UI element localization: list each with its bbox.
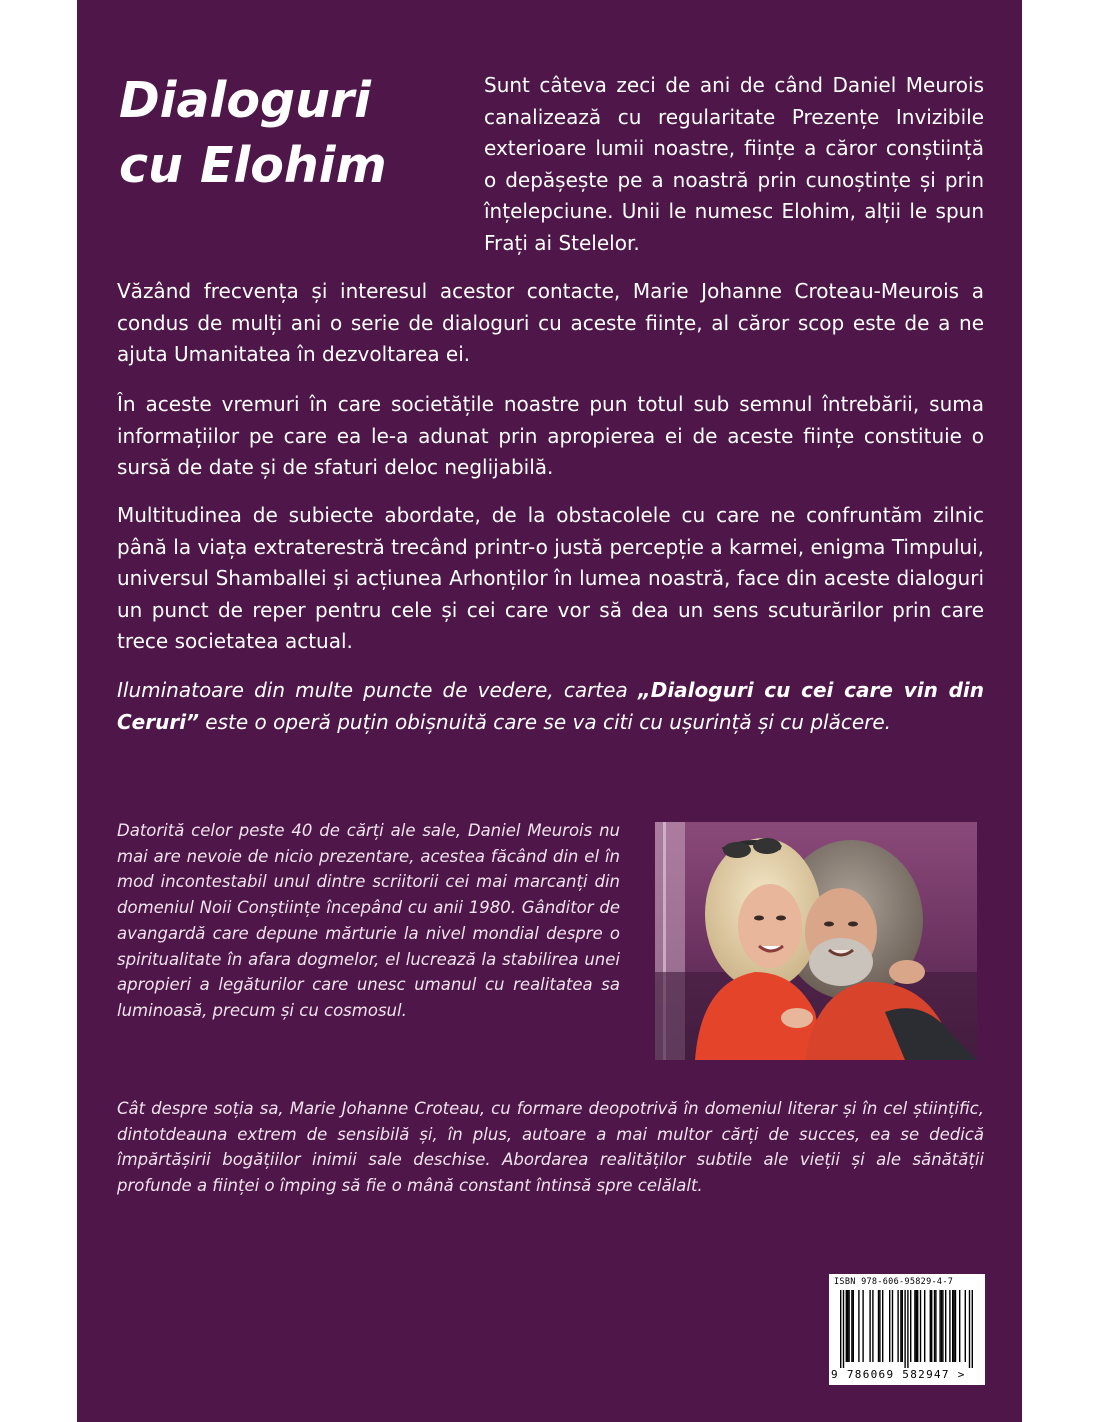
barcode-bar: [862, 1290, 863, 1362]
barcode-bar: [965, 1290, 966, 1362]
barcode-bar: [939, 1290, 940, 1362]
p5-rest: este o operă puțin obișnuită care se va citi cu ușurință și cu plăcere.: [198, 709, 892, 734]
author-photo: [655, 822, 977, 1060]
back-cover: [77, 0, 1022, 1422]
barcode-bar: [846, 1290, 847, 1362]
barcode-bar: [878, 1290, 879, 1362]
paragraph-5: [117, 675, 984, 738]
couple-photo-illustration: [655, 822, 977, 1060]
barcode-bar: [945, 1290, 946, 1362]
barcode-bar: [851, 1290, 852, 1362]
barcode-bar: [920, 1290, 921, 1362]
barcode-bar: [952, 1290, 953, 1362]
title-line-1: Dialoguri: [119, 72, 371, 129]
barcode-bar: [879, 1290, 880, 1362]
barcode-bar: [934, 1290, 935, 1362]
barcode-bar: [972, 1290, 973, 1368]
p5-intro: Iluminatoare din multe puncte de vedere, cartea: [117, 678, 638, 702]
barcode-bar: [869, 1290, 870, 1362]
barcode-bar: [949, 1290, 950, 1362]
barcode-bar: [930, 1290, 931, 1362]
paragraph-2: Văzând frecvența și interesul acestor contacte, Marie Johanne Croteau-Meurois a condus de mulți ani o serie de dialoguri cu aceste ființe, al căror scop este de a ne ajuta Umanitatea în dezvoltarea ei.: [117, 279, 984, 366]
barcode-bar: [897, 1290, 898, 1362]
barcode-bar: [953, 1290, 954, 1362]
barcode-bar: [904, 1290, 905, 1368]
isbn-barcode: [829, 1274, 985, 1385]
barcode-bar: [931, 1290, 932, 1362]
barcode-bar: [916, 1290, 917, 1362]
barcode-bar: [889, 1290, 890, 1362]
barcode-bar: [942, 1290, 943, 1362]
title-line-2: cu Elohim: [119, 137, 387, 194]
barcode-bar: [847, 1290, 848, 1362]
barcode-bar: [910, 1290, 911, 1362]
barcode-bar: [924, 1290, 925, 1362]
barcode-bars: [835, 1290, 979, 1368]
barcode-digits: 9 786069 582947 >: [831, 1368, 966, 1381]
barcode-bar: [941, 1290, 942, 1362]
intro-paragraph: Sunt câteva zeci de ani de când Daniel Meurois canalizează cu regularitate Prezențe Invizibile exterioare lumii noastre, ființe a căror conștiință o depășește pe a noastră prin cunoștințe și prin înțelepciune. Unii le numesc Elohim, alții le spun Frați ai Stelelor.: [484, 73, 984, 255]
barcode-bar: [900, 1290, 901, 1362]
barcode-bar: [969, 1290, 970, 1368]
barcode-bar: [853, 1290, 854, 1362]
barcode-bar: [882, 1290, 883, 1362]
barcode-bar: [892, 1290, 893, 1362]
title-spacer: [117, 70, 484, 248]
paragraph-4: Multitudinea de subiecte abordate, de la obstacolele cu care ne confruntăm zilnic până la viața extraterestră trecând printr-o justă percepție a karmei, enigma Timpului, universul Shamballei și acțiunea Arhonților în lumea noastră, face din aceste dialoguri un punct de reper pentru cele și cei care vor să dea un sens scuturărilor prin care trece societatea actual.: [117, 503, 984, 653]
author-bio: Datorită celor peste 40 de cărți ale sale, Daniel Meurois nu mai are nevoie de nicio prezentare, acestea făcând din el în mod incontestabil unul dintre scriitorii cei mai marcanți din domeniul Noii Conștiințe începând cu anii 1980. Gânditor de avangardă care depune mărturie la nivel mondial despre o spiritualitate în afara dogmelor, el lucrează la stabilirea unei apropieri a legăturilor care unesc umanul cu realitatea sa luminoasă, precum și cu cosmosul.: [117, 821, 620, 1020]
barcode-bar: [907, 1290, 908, 1368]
barcode-bar: [955, 1290, 956, 1362]
barcode-bar: [848, 1290, 849, 1362]
barcode-bar: [840, 1290, 841, 1368]
barcode-bar: [858, 1290, 859, 1362]
barcode-bar: [959, 1290, 960, 1362]
barcode-bar: [935, 1290, 936, 1362]
barcode-bar: [843, 1290, 844, 1368]
barcode-bar: [917, 1290, 918, 1362]
paragraph-3: În aceste vremuri în care societățile noastre pun totul sub semnul întrebării, suma informațiilor pe care ea le-a adunat prin apropierea ei de aceste ființe constituie o sursă de date și de sfaturi deloc neglijabilă.: [117, 392, 984, 479]
spouse-bio: Cât despre soția sa, Marie Johanne Croteau, cu formare deopotrivă în domeniul literar și în cel științific, dintotdeauna extrem de sensibilă și, în plus, autoare a mai multor cărți de succes, ea se dedică împărtășirii bogățiilor inimii sale deschise. Abordarea realităților subtile ale vieții și ale sănătății profunde a ființei o împing să fie o mână constant întinsă spre celălalt.: [117, 1099, 984, 1196]
intro-block: [117, 70, 984, 259]
barcode-bar: [872, 1290, 873, 1362]
barcode-bar: [914, 1290, 915, 1362]
isbn-label: ISBN 978-606-95829-4-7: [834, 1277, 954, 1287]
barcode-bar: [902, 1290, 903, 1362]
book-title-quote: „Dialoguri cu cei care vin din Ceruri”: [117, 678, 984, 734]
